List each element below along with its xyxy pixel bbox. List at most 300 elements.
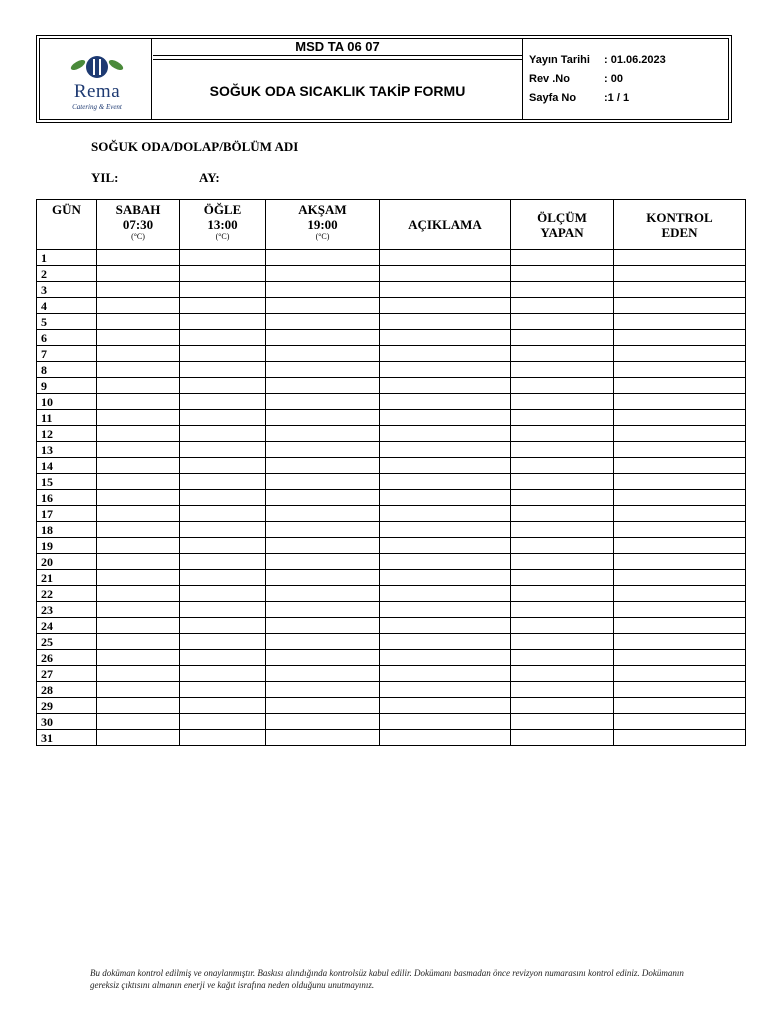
column-header-checked-by xyxy=(614,200,746,250)
logo-leaf-left xyxy=(69,58,86,72)
measured-by-cell[interactable] xyxy=(511,586,614,602)
description-cell[interactable] xyxy=(380,682,511,698)
evening-temp-cell[interactable] xyxy=(266,714,380,730)
evening-temp-cell[interactable] xyxy=(266,602,380,618)
measured-by-cell[interactable] xyxy=(511,378,614,394)
measured-by-cell[interactable] xyxy=(511,490,614,506)
table-row xyxy=(37,410,746,426)
description-cell[interactable] xyxy=(380,250,511,266)
measured-by-cell[interactable] xyxy=(511,522,614,538)
table-row xyxy=(37,282,746,298)
measured-by-cell[interactable] xyxy=(511,346,614,362)
noon-temp-cell[interactable] xyxy=(180,570,266,586)
description-cell[interactable] xyxy=(380,570,511,586)
noon-temp-cell[interactable] xyxy=(180,474,266,490)
measured-by-cell[interactable] xyxy=(511,730,614,746)
measured-by-cell[interactable] xyxy=(511,714,614,730)
table-row xyxy=(37,458,746,474)
title-cell xyxy=(153,39,522,119)
description-cell[interactable] xyxy=(380,634,511,650)
day-number-cell: 1 xyxy=(37,250,97,266)
day-number-cell: 6 xyxy=(37,330,97,346)
logo-subtitle: Catering & Event xyxy=(72,103,122,111)
morning-temp-cell[interactable] xyxy=(97,362,180,378)
checked-by-cell[interactable] xyxy=(614,666,746,682)
evening-temp-cell[interactable] xyxy=(266,266,380,282)
evening-temp-cell[interactable] xyxy=(266,410,380,426)
noon-temp-cell[interactable] xyxy=(180,458,266,474)
evening-temp-cell[interactable] xyxy=(266,474,380,490)
checked-by-cell[interactable] xyxy=(614,730,746,746)
morning-temp-cell[interactable] xyxy=(97,666,180,682)
noon-temp-cell[interactable] xyxy=(180,490,266,506)
checked-by-cell[interactable] xyxy=(614,250,746,266)
evening-temp-cell[interactable] xyxy=(266,346,380,362)
day-number-cell: 17 xyxy=(37,506,97,522)
noon-temp-cell[interactable] xyxy=(180,586,266,602)
evening-temp-cell[interactable] xyxy=(266,442,380,458)
checked-by-cell[interactable] xyxy=(614,554,746,570)
table-row xyxy=(37,506,746,522)
noon-temp-cell[interactable] xyxy=(180,330,266,346)
measured-by-cell[interactable] xyxy=(511,570,614,586)
description-cell[interactable] xyxy=(380,458,511,474)
checked-by-cell[interactable] xyxy=(614,618,746,634)
measured-by-cell[interactable] xyxy=(511,618,614,634)
noon-temp-cell[interactable] xyxy=(180,634,266,650)
day-number-cell: 19 xyxy=(37,538,97,554)
measured-by-cell[interactable] xyxy=(511,266,614,282)
evening-temp-cell[interactable] xyxy=(266,522,380,538)
morning-temp-cell[interactable] xyxy=(97,298,180,314)
morning-temp-cell[interactable] xyxy=(97,266,180,282)
measured-by-cell[interactable] xyxy=(511,698,614,714)
description-cell[interactable] xyxy=(380,714,511,730)
checked-by-cell[interactable] xyxy=(614,570,746,586)
day-number-cell: 20 xyxy=(37,554,97,570)
table-row xyxy=(37,474,746,490)
noon-temp-cell[interactable] xyxy=(180,650,266,666)
description-cell[interactable] xyxy=(380,698,511,714)
evening-temp-cell[interactable] xyxy=(266,490,380,506)
evening-temp-cell[interactable] xyxy=(266,586,380,602)
description-cell[interactable] xyxy=(380,282,511,298)
checked-by-cell[interactable] xyxy=(614,362,746,378)
measured-by-cell[interactable] xyxy=(511,314,614,330)
morning-temp-cell[interactable] xyxy=(97,634,180,650)
description-cell[interactable] xyxy=(380,442,511,458)
table-row xyxy=(37,618,746,634)
noon-temp-cell[interactable] xyxy=(180,682,266,698)
evening-temp-cell[interactable] xyxy=(266,506,380,522)
measured-by-cell[interactable] xyxy=(511,410,614,426)
checked-by-cell[interactable] xyxy=(614,266,746,282)
month-label: AY: xyxy=(199,170,220,185)
evening-temp-cell[interactable] xyxy=(266,282,380,298)
description-cell[interactable] xyxy=(380,474,511,490)
evening-temp-cell[interactable] xyxy=(266,682,380,698)
morning-temp-cell[interactable] xyxy=(97,474,180,490)
description-cell[interactable] xyxy=(380,298,511,314)
day-number-cell: 31 xyxy=(37,730,97,746)
measured-by-cell[interactable] xyxy=(511,602,614,618)
description-cell[interactable] xyxy=(380,650,511,666)
noon-temp-cell[interactable] xyxy=(180,394,266,410)
document-meta xyxy=(522,39,730,119)
morning-temp-cell[interactable] xyxy=(97,250,180,266)
table-row xyxy=(37,442,746,458)
meta-row-publish-date xyxy=(529,51,730,70)
document-header-inner xyxy=(39,38,729,120)
morning-temp-cell[interactable] xyxy=(97,442,180,458)
meta-value: :1 / 1 xyxy=(604,92,630,104)
evening-temp-cell[interactable] xyxy=(266,730,380,746)
description-cell[interactable] xyxy=(380,730,511,746)
measured-by-cell[interactable] xyxy=(511,458,614,474)
column-header-measured-by xyxy=(511,200,614,250)
day-number-cell: 25 xyxy=(37,634,97,650)
logo-cell xyxy=(40,39,152,119)
morning-temp-cell[interactable] xyxy=(97,410,180,426)
day-number-cell: 14 xyxy=(37,458,97,474)
day-number-cell: 12 xyxy=(37,426,97,442)
morning-temp-cell[interactable] xyxy=(97,458,180,474)
column-header-noon xyxy=(180,200,266,250)
checked-by-cell[interactable] xyxy=(614,682,746,698)
measured-by-cell[interactable] xyxy=(511,666,614,682)
meta-label: Yayın Tarihi xyxy=(529,54,590,66)
day-number-cell: 27 xyxy=(37,666,97,682)
meta-row-revision xyxy=(529,70,730,89)
morning-temp-cell[interactable] xyxy=(97,570,180,586)
measured-by-cell[interactable] xyxy=(511,506,614,522)
evening-temp-cell[interactable] xyxy=(266,554,380,570)
morning-temp-cell[interactable] xyxy=(97,330,180,346)
column-header-evening xyxy=(266,200,380,250)
table-row xyxy=(37,394,746,410)
column-header-description xyxy=(380,200,511,250)
meta-row-page xyxy=(529,89,730,108)
table-row xyxy=(37,602,746,618)
day-number-cell: 3 xyxy=(37,282,97,298)
description-cell[interactable] xyxy=(380,394,511,410)
description-cell[interactable] xyxy=(380,410,511,426)
noon-temp-cell[interactable] xyxy=(180,442,266,458)
company-logo xyxy=(62,53,132,109)
noon-temp-cell[interactable] xyxy=(180,618,266,634)
table-row xyxy=(37,378,746,394)
day-number-cell: 26 xyxy=(37,650,97,666)
morning-temp-cell[interactable] xyxy=(97,282,180,298)
noon-temp-cell[interactable] xyxy=(180,522,266,538)
logo-name: Rema xyxy=(73,81,121,102)
day-number-cell: 13 xyxy=(37,442,97,458)
description-cell[interactable] xyxy=(380,538,511,554)
morning-temp-cell[interactable] xyxy=(97,714,180,730)
day-number-cell: 23 xyxy=(37,602,97,618)
noon-temp-cell[interactable] xyxy=(180,666,266,682)
checked-by-cell[interactable] xyxy=(614,522,746,538)
measured-by-cell[interactable] xyxy=(511,298,614,314)
column-header-line1: AKŞAM xyxy=(298,202,347,217)
morning-temp-cell[interactable] xyxy=(97,698,180,714)
table-row xyxy=(37,730,746,746)
checked-by-cell[interactable] xyxy=(614,346,746,362)
checked-by-cell[interactable] xyxy=(614,442,746,458)
table-header-row xyxy=(37,200,746,250)
day-number-cell: 22 xyxy=(37,586,97,602)
checked-by-cell[interactable] xyxy=(614,490,746,506)
meta-value: : 00 xyxy=(604,73,623,85)
morning-temp-cell[interactable] xyxy=(97,538,180,554)
morning-temp-cell[interactable] xyxy=(97,426,180,442)
measured-by-cell[interactable] xyxy=(511,650,614,666)
evening-temp-cell[interactable] xyxy=(266,330,380,346)
table-row xyxy=(37,522,746,538)
column-header-line1: KONTROL xyxy=(646,209,713,225)
day-number-cell: 16 xyxy=(37,490,97,506)
day-number-cell: 11 xyxy=(37,410,97,426)
measured-by-cell[interactable] xyxy=(511,394,614,410)
checked-by-cell[interactable] xyxy=(614,458,746,474)
table-row xyxy=(37,666,746,682)
table-row xyxy=(37,250,746,266)
logo-leaf-right xyxy=(107,58,124,72)
description-cell[interactable] xyxy=(380,346,511,362)
document-title: SOĞUK ODA SICAKLIK TAKİP FORMU xyxy=(153,59,522,121)
noon-temp-cell[interactable] xyxy=(180,538,266,554)
evening-temp-cell[interactable] xyxy=(266,250,380,266)
morning-temp-cell[interactable] xyxy=(97,394,180,410)
checked-by-cell[interactable] xyxy=(614,506,746,522)
footer-note: Bu doküman kontrol edilmiş ve onaylanmıştır. Baskısı alındığında kontrolsüz kabul edilir. Dokümanı basmadan önce revizyon numarasını kontrol ediniz. Dokümanın gereksiz çıktısını almanın enerji ve kağıt israfına neden olduğunu unutmayınız. xyxy=(90,968,684,990)
description-cell[interactable] xyxy=(380,618,511,634)
column-header-line1: ÖLÇÜM xyxy=(537,209,587,225)
description-cell[interactable] xyxy=(380,506,511,522)
noon-temp-cell[interactable] xyxy=(180,362,266,378)
column-header-unit: (°C) xyxy=(215,232,230,241)
description-cell[interactable] xyxy=(380,602,511,618)
checked-by-cell[interactable] xyxy=(614,714,746,730)
table-row xyxy=(37,586,746,602)
day-number-cell: 10 xyxy=(37,394,97,410)
table-row xyxy=(37,698,746,714)
evening-temp-cell[interactable] xyxy=(266,666,380,682)
morning-temp-cell[interactable] xyxy=(97,650,180,666)
evening-temp-cell[interactable] xyxy=(266,394,380,410)
noon-temp-cell[interactable] xyxy=(180,714,266,730)
morning-temp-cell[interactable] xyxy=(97,378,180,394)
table-row xyxy=(37,330,746,346)
morning-temp-cell[interactable] xyxy=(97,314,180,330)
checked-by-cell[interactable] xyxy=(614,698,746,714)
measured-by-cell[interactable] xyxy=(511,250,614,266)
checked-by-cell[interactable] xyxy=(614,650,746,666)
table-row xyxy=(37,634,746,650)
day-number-cell: 4 xyxy=(37,298,97,314)
checked-by-cell[interactable] xyxy=(614,410,746,426)
checked-by-cell[interactable] xyxy=(614,298,746,314)
evening-temp-cell[interactable] xyxy=(266,314,380,330)
evening-temp-cell[interactable] xyxy=(266,570,380,586)
day-number-cell: 15 xyxy=(37,474,97,490)
column-header-day xyxy=(37,200,97,250)
checked-by-cell[interactable] xyxy=(614,538,746,554)
measured-by-cell[interactable] xyxy=(511,634,614,650)
noon-temp-cell[interactable] xyxy=(180,426,266,442)
description-cell[interactable] xyxy=(380,554,511,570)
measured-by-cell[interactable] xyxy=(511,282,614,298)
description-cell[interactable] xyxy=(380,522,511,538)
table-row xyxy=(37,490,746,506)
day-number-cell: 5 xyxy=(37,314,97,330)
day-number-cell: 9 xyxy=(37,378,97,394)
meta-label: Rev .No xyxy=(529,73,570,85)
evening-temp-cell[interactable] xyxy=(266,634,380,650)
noon-temp-cell[interactable] xyxy=(180,506,266,522)
unit-name-label: SOĞUK ODA/DOLAP/BÖLÜM ADI xyxy=(91,139,299,154)
day-number-cell: 24 xyxy=(37,618,97,634)
description-cell[interactable] xyxy=(380,490,511,506)
checked-by-cell[interactable] xyxy=(614,282,746,298)
checked-by-cell[interactable] xyxy=(614,474,746,490)
document-code: MSD TA 06 07 xyxy=(153,39,522,56)
table-row xyxy=(37,682,746,698)
description-cell[interactable] xyxy=(380,266,511,282)
day-number-cell: 21 xyxy=(37,570,97,586)
noon-temp-cell[interactable] xyxy=(180,266,266,282)
evening-temp-cell[interactable] xyxy=(266,378,380,394)
description-cell[interactable] xyxy=(380,330,511,346)
table-row xyxy=(37,314,746,330)
measured-by-cell[interactable] xyxy=(511,330,614,346)
description-cell[interactable] xyxy=(380,314,511,330)
meta-label: Sayfa No xyxy=(529,92,577,104)
measured-by-cell[interactable] xyxy=(511,554,614,570)
logo-knife xyxy=(99,59,101,75)
day-number-cell: 8 xyxy=(37,362,97,378)
column-header-morning xyxy=(97,200,180,250)
checked-by-cell[interactable] xyxy=(614,394,746,410)
table-row xyxy=(37,650,746,666)
evening-temp-cell[interactable] xyxy=(266,698,380,714)
table-row xyxy=(37,362,746,378)
column-header-line2: 13:00 xyxy=(207,217,238,232)
column-header-line2: 19:00 xyxy=(307,217,338,232)
noon-temp-cell[interactable] xyxy=(180,282,266,298)
measured-by-cell[interactable] xyxy=(511,426,614,442)
checked-by-cell[interactable] xyxy=(614,586,746,602)
column-header-line1: ÖĞLE xyxy=(203,202,242,217)
day-number-cell: 7 xyxy=(37,346,97,362)
measured-by-cell[interactable] xyxy=(511,682,614,698)
column-header-line2: 07:30 xyxy=(122,217,154,232)
table-body xyxy=(37,250,746,746)
logo-fork xyxy=(93,59,95,75)
table-row xyxy=(37,266,746,282)
day-number-cell: 18 xyxy=(37,522,97,538)
noon-temp-cell[interactable] xyxy=(180,602,266,618)
checked-by-cell[interactable] xyxy=(614,378,746,394)
morning-temp-cell[interactable] xyxy=(97,586,180,602)
table-row xyxy=(37,714,746,730)
table-row xyxy=(37,554,746,570)
description-cell[interactable] xyxy=(380,362,511,378)
morning-temp-cell[interactable] xyxy=(97,602,180,618)
column-header-line1: AÇIKLAMA xyxy=(408,217,482,232)
day-number-cell: 30 xyxy=(37,714,97,730)
noon-temp-cell[interactable] xyxy=(180,730,266,746)
logo-plate xyxy=(86,56,108,78)
year-label: YIL: xyxy=(91,170,119,185)
table-row xyxy=(37,538,746,554)
morning-temp-cell[interactable] xyxy=(97,346,180,362)
noon-temp-cell[interactable] xyxy=(180,378,266,394)
description-cell[interactable] xyxy=(380,378,511,394)
morning-temp-cell[interactable] xyxy=(97,618,180,634)
morning-temp-cell[interactable] xyxy=(97,490,180,506)
day-number-cell: 29 xyxy=(37,698,97,714)
column-header-line1: GÜN xyxy=(52,202,81,217)
checked-by-cell[interactable] xyxy=(614,314,746,330)
measured-by-cell[interactable] xyxy=(511,442,614,458)
table-row xyxy=(37,346,746,362)
morning-temp-cell[interactable] xyxy=(97,522,180,538)
table-row xyxy=(37,298,746,314)
checked-by-cell[interactable] xyxy=(614,426,746,442)
checked-by-cell[interactable] xyxy=(614,602,746,618)
evening-temp-cell[interactable] xyxy=(266,362,380,378)
measured-by-cell[interactable] xyxy=(511,362,614,378)
day-number-cell: 28 xyxy=(37,682,97,698)
noon-temp-cell[interactable] xyxy=(180,698,266,714)
evening-temp-cell[interactable] xyxy=(266,426,380,442)
table-row xyxy=(37,570,746,586)
morning-temp-cell[interactable] xyxy=(97,682,180,698)
column-header-unit: (°C) xyxy=(131,232,145,241)
evening-temp-cell[interactable] xyxy=(266,618,380,634)
noon-temp-cell[interactable] xyxy=(180,554,266,570)
document-header xyxy=(36,35,732,123)
column-header-line2: YAPAN xyxy=(540,224,584,240)
description-cell[interactable] xyxy=(380,426,511,442)
table-row xyxy=(37,426,746,442)
checked-by-cell[interactable] xyxy=(614,330,746,346)
checked-by-cell[interactable] xyxy=(614,634,746,650)
noon-temp-cell[interactable] xyxy=(180,314,266,330)
morning-temp-cell[interactable] xyxy=(97,506,180,522)
evening-temp-cell[interactable] xyxy=(266,298,380,314)
column-header-line1: SABAH xyxy=(115,202,161,217)
morning-temp-cell[interactable] xyxy=(97,730,180,746)
evening-temp-cell[interactable] xyxy=(266,538,380,554)
evening-temp-cell[interactable] xyxy=(266,650,380,666)
morning-temp-cell[interactable] xyxy=(97,554,180,570)
meta-value: : 01.06.2023 xyxy=(604,54,666,66)
noon-temp-cell[interactable] xyxy=(180,298,266,314)
temperature-log-table xyxy=(36,199,746,746)
description-cell[interactable] xyxy=(380,666,511,682)
description-cell[interactable] xyxy=(380,586,511,602)
noon-temp-cell[interactable] xyxy=(180,410,266,426)
noon-temp-cell[interactable] xyxy=(180,250,266,266)
evening-temp-cell[interactable] xyxy=(266,458,380,474)
measured-by-cell[interactable] xyxy=(511,538,614,554)
column-header-line2: EDEN xyxy=(661,224,698,240)
noon-temp-cell[interactable] xyxy=(180,346,266,362)
column-header-unit: (°C) xyxy=(315,232,330,241)
measured-by-cell[interactable] xyxy=(511,474,614,490)
